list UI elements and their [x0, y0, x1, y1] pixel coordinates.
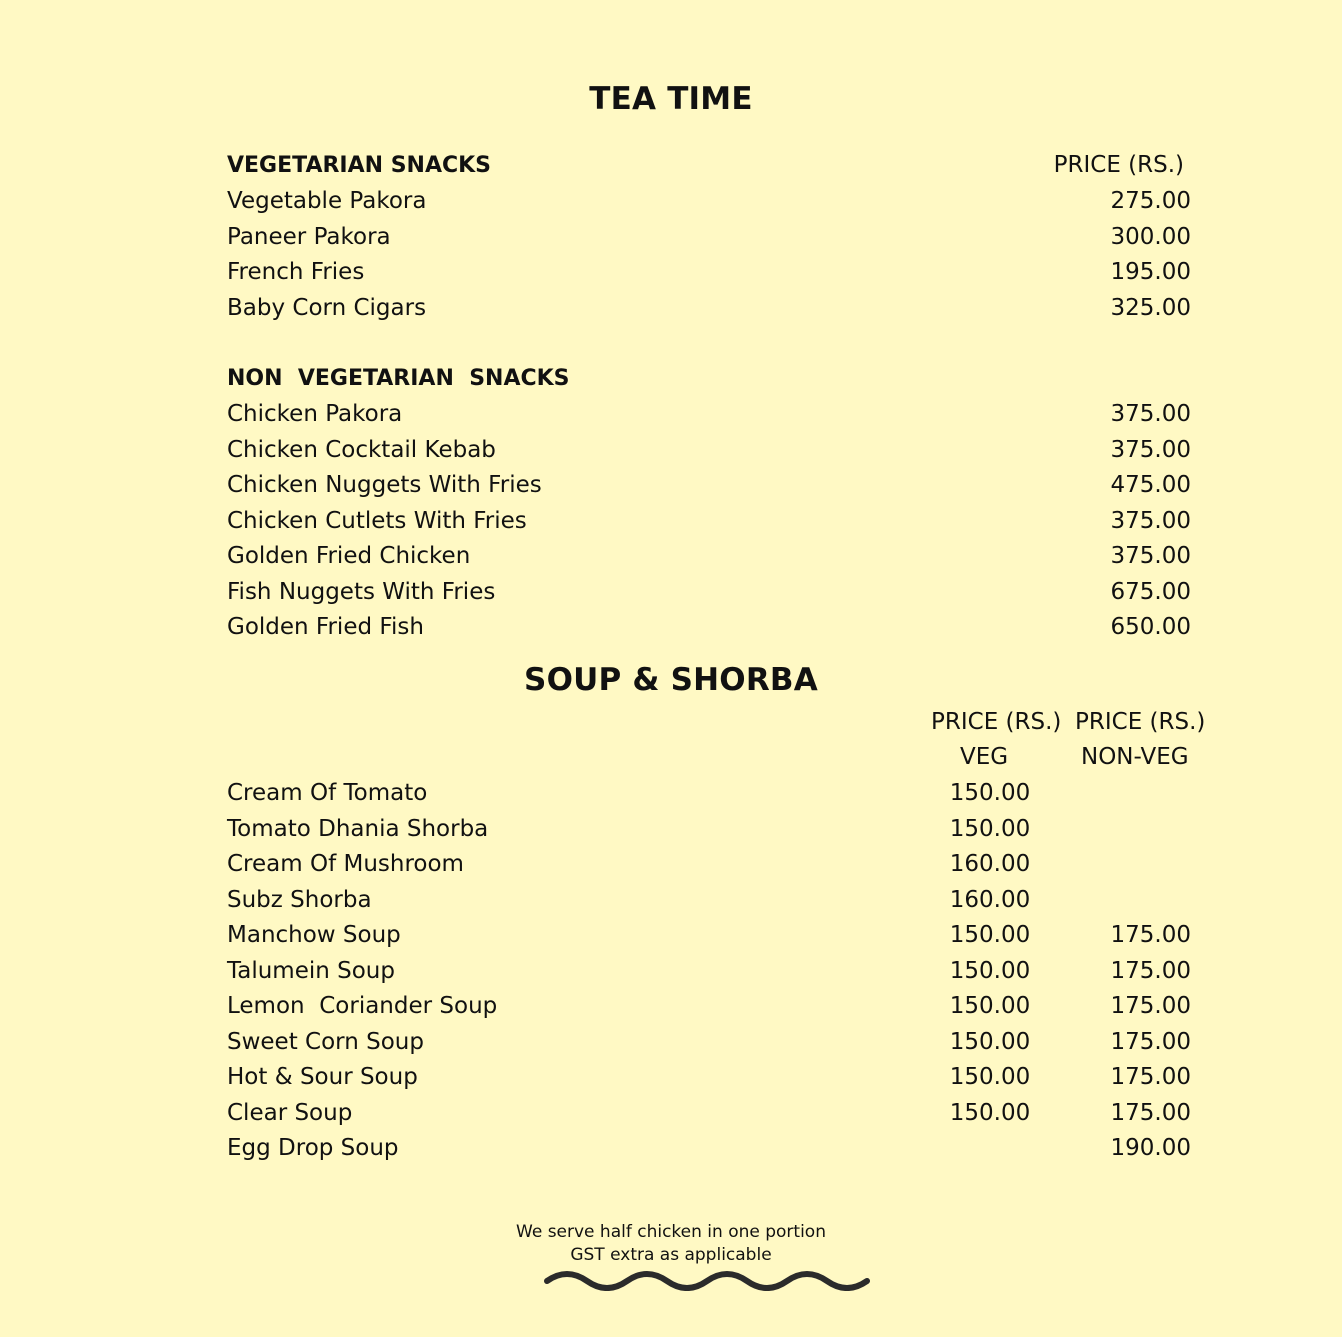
nonveg-snacks-heading: NON VEGETARIAN SNACKS — [227, 366, 570, 391]
item-price-veg: 150.00 — [949, 815, 1031, 842]
menu-item-row — [227, 610, 1191, 645]
item-name: Paneer Pakora — [227, 223, 391, 250]
item-price: 375.00 — [1110, 401, 1191, 427]
menu-item-row — [227, 468, 1191, 503]
item-name: Baby Corn Cigars — [227, 294, 427, 321]
soup-item-row — [227, 847, 1191, 882]
soup-item-row — [227, 989, 1191, 1024]
item-price-veg: 160.00 — [949, 851, 1031, 877]
item-name: Cream Of Mushroom — [227, 851, 464, 877]
soup-item-row — [227, 1060, 1191, 1095]
item-name: Fish Nuggets With Fries — [227, 578, 496, 605]
menu-item-row — [227, 255, 1191, 290]
item-name: Manchow Soup — [227, 922, 401, 948]
soup-item-row — [227, 776, 1191, 811]
soup-veg-label: VEG — [960, 744, 1009, 770]
veg-snacks-price-label: PRICE (RS.) — [1053, 152, 1184, 178]
soup-veg-price-label: PRICE (RS.) — [931, 709, 1062, 735]
item-name: Chicken Pakora — [227, 401, 403, 427]
nonveg-snacks-header-row — [227, 361, 1191, 396]
item-price-nonveg: 175.00 — [1110, 922, 1191, 948]
veg-snacks-header-row — [227, 148, 1191, 183]
veg-snacks-heading: VEGETARIAN SNACKS — [227, 153, 492, 178]
item-price-veg: 150.00 — [949, 1099, 1031, 1126]
item-price: 650.00 — [1110, 614, 1191, 640]
soup-item-row — [227, 1131, 1191, 1166]
tea-time-title: TEA TIME — [589, 81, 753, 117]
soup-nonveg-label: NON-VEG — [1081, 744, 1189, 770]
item-price-veg: 150.00 — [949, 993, 1031, 1019]
soup-item-row — [227, 1096, 1191, 1131]
item-price-nonveg: 175.00 — [1110, 1028, 1191, 1055]
footer-note-chicken: We serve half chicken in one portion — [516, 1222, 826, 1242]
item-name: Chicken Cutlets With Fries — [227, 507, 527, 534]
menu-item-row — [227, 291, 1191, 326]
soup-item-row — [227, 954, 1191, 989]
item-price-nonveg: 175.00 — [1110, 993, 1191, 1019]
soup-nonveg-price-label: PRICE (RS.) — [1075, 709, 1206, 735]
soup-title: SOUP & SHORBA — [524, 662, 818, 698]
item-price: 300.00 — [1110, 223, 1191, 250]
item-price-nonveg: 175.00 — [1110, 1064, 1191, 1090]
item-price: 275.00 — [1110, 188, 1191, 214]
item-name: Cream Of Tomato — [227, 780, 428, 806]
item-price: 375.00 — [1110, 543, 1191, 569]
item-name: Chicken Nuggets With Fries — [227, 472, 542, 498]
item-name: Chicken Cocktail Kebab — [227, 436, 496, 463]
item-price: 675.00 — [1110, 578, 1191, 605]
item-price-veg: 150.00 — [949, 1028, 1031, 1055]
item-name: Clear Soup — [227, 1099, 353, 1126]
footer-note-gst: GST extra as applicable — [570, 1245, 772, 1265]
menu-item-row — [227, 220, 1191, 255]
soup-item-row — [227, 918, 1191, 953]
item-name: Sweet Corn Soup — [227, 1028, 424, 1055]
item-name: Subz Shorba — [227, 886, 372, 913]
item-price-nonveg: 190.00 — [1110, 1135, 1191, 1161]
soup-type-header-row — [227, 740, 1191, 775]
soup-price-header-row — [227, 705, 1206, 740]
item-price: 195.00 — [1110, 259, 1191, 285]
item-price: 325.00 — [1110, 294, 1191, 321]
menu-item-row — [227, 397, 1191, 432]
item-price-nonveg: 175.00 — [1110, 1099, 1191, 1126]
wave-divider-icon — [543, 1269, 875, 1291]
item-name: Hot & Sour Soup — [227, 1064, 418, 1090]
item-name: Lemon Coriander Soup — [227, 993, 498, 1019]
item-price-veg: 150.00 — [949, 1064, 1031, 1090]
item-price-veg: 150.00 — [949, 780, 1031, 806]
menu-item-row — [227, 184, 1191, 219]
item-name: Talumein Soup — [227, 957, 395, 984]
item-name: Golden Fried Chicken — [227, 543, 471, 569]
item-name: Egg Drop Soup — [227, 1135, 399, 1161]
soup-item-row — [227, 1025, 1191, 1060]
menu-item-row — [227, 539, 1191, 574]
soup-item-row — [227, 883, 1191, 918]
item-price-nonveg: 175.00 — [1110, 957, 1191, 984]
item-name: Tomato Dhania Shorba — [227, 815, 489, 842]
item-price: 475.00 — [1110, 472, 1191, 498]
menu-item-row — [227, 575, 1191, 610]
item-price-veg: 150.00 — [949, 957, 1031, 984]
soup-item-row — [227, 812, 1191, 847]
item-price: 375.00 — [1110, 507, 1191, 534]
item-name: Golden Fried Fish — [227, 614, 424, 640]
menu-item-row — [227, 504, 1191, 539]
item-name: French Fries — [227, 259, 365, 285]
item-price-veg: 160.00 — [949, 886, 1031, 913]
menu-item-row — [227, 433, 1191, 468]
item-price: 375.00 — [1110, 436, 1191, 463]
item-name: Vegetable Pakora — [227, 188, 427, 214]
item-price-veg: 150.00 — [949, 922, 1031, 948]
